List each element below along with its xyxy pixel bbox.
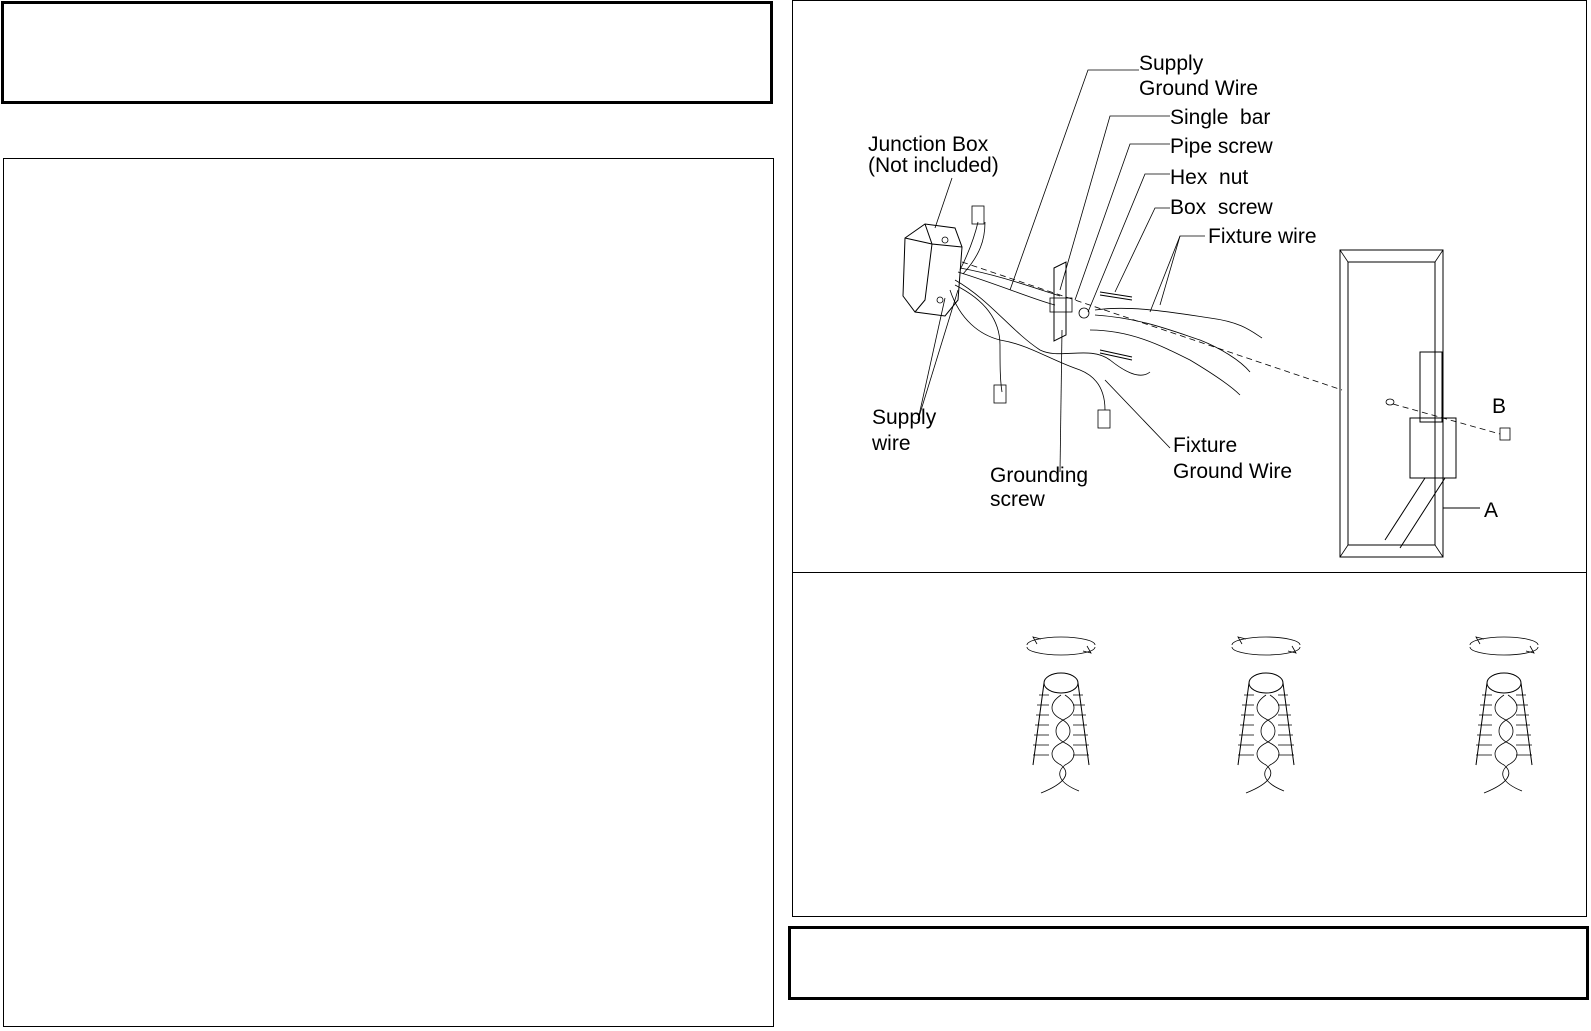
- label-supply-wire-line2: wire: [872, 432, 911, 455]
- mounting-hardware: [962, 262, 1342, 390]
- label-supply-wire-line1: Supply: [872, 406, 937, 429]
- label-grounding-screw-line2: screw: [990, 488, 1045, 511]
- wire-nut-twist-2: [1232, 637, 1300, 793]
- label-fixture-wire: Fixture wire: [1208, 225, 1317, 248]
- label-fixture-ground-wire-line2: Ground Wire: [1173, 460, 1293, 483]
- label-part-a: A: [1484, 499, 1499, 522]
- wire-nut-twist-3: [1470, 637, 1538, 793]
- label-junction-box-line2: (Not included): [868, 154, 999, 177]
- label-supply-ground-wire-line2: Ground Wire: [1139, 77, 1259, 100]
- label-supply-ground-wire-line1: Supply: [1139, 52, 1204, 75]
- label-hex-nut: Hex nut: [1170, 166, 1249, 189]
- leader-lines: [918, 70, 1205, 472]
- label-junction-box-line1: Junction Box: [868, 133, 989, 156]
- label-pipe-screw: Pipe screw: [1170, 135, 1273, 158]
- junction-box-illustration: [903, 224, 962, 316]
- wires: [950, 222, 1262, 410]
- label-single-bar: Single bar: [1170, 106, 1271, 129]
- label-part-b: B: [1492, 395, 1507, 418]
- label-fixture-ground-wire-line1: Fixture: [1173, 434, 1238, 457]
- wire-nut-twist-1: [1027, 637, 1095, 793]
- label-grounding-screw-line1: Grounding: [990, 464, 1089, 487]
- label-box-screw: Box screw: [1170, 196, 1273, 219]
